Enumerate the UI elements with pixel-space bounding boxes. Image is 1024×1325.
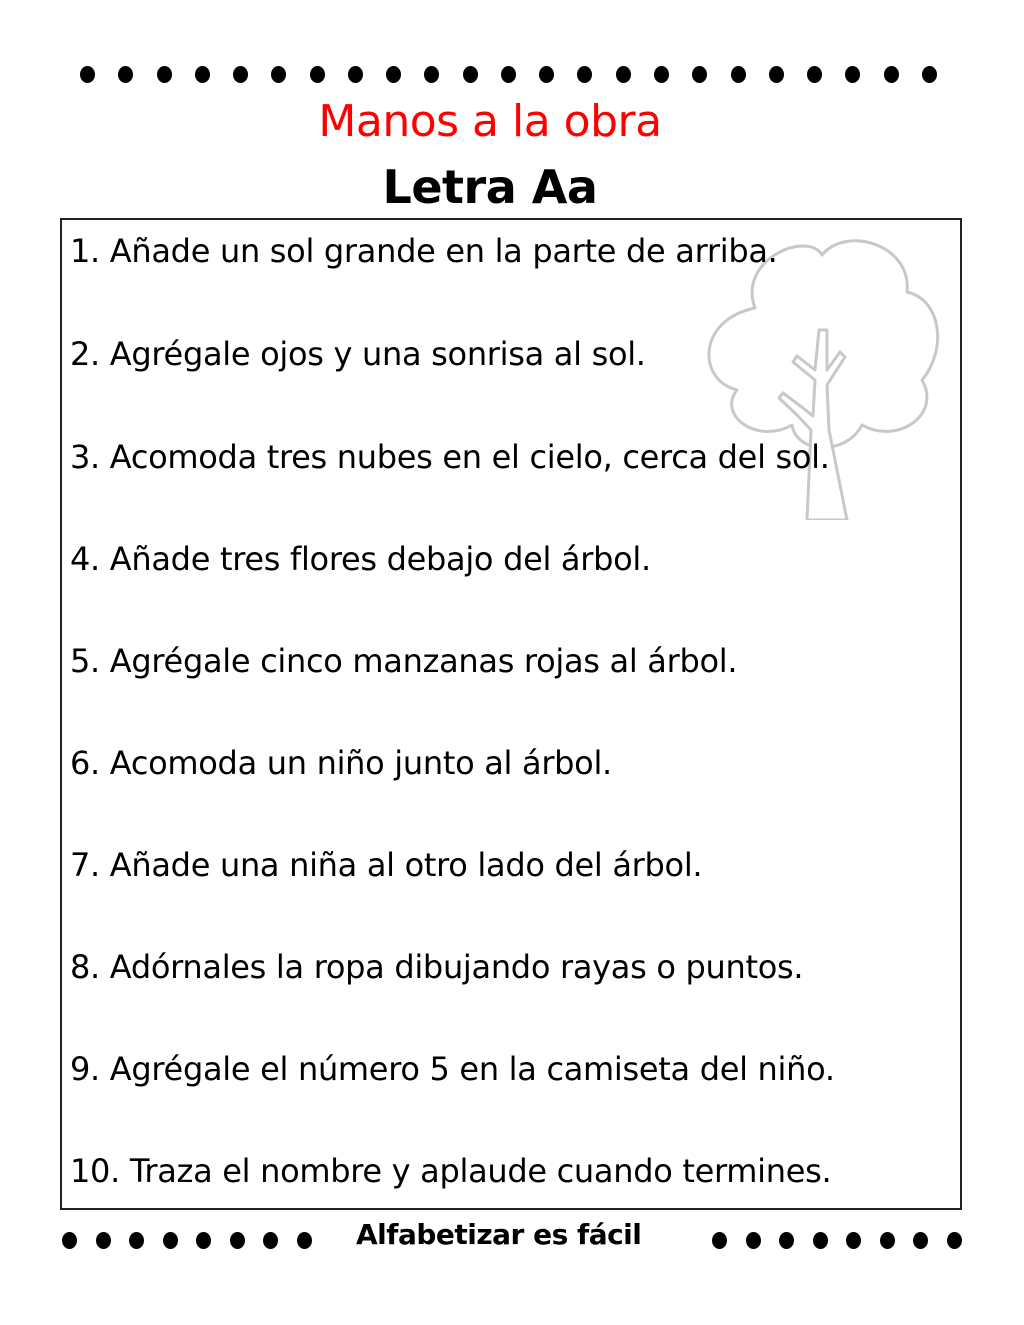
dot <box>880 1232 895 1249</box>
instruction-item: 8. Adórnales la ropa dibujando rayas o puntos. <box>70 948 804 986</box>
dot <box>845 66 860 83</box>
dot <box>129 1232 144 1249</box>
instruction-item: 2. Agrégale ojos y una sonrisa al sol. <box>70 335 646 373</box>
dot <box>263 1232 278 1249</box>
dot <box>271 66 286 83</box>
dot <box>501 66 516 83</box>
instruction-item: 4. Añade tres flores debajo del árbol. <box>70 540 651 578</box>
dot <box>922 66 937 83</box>
dot <box>196 1232 211 1249</box>
dot <box>947 1232 962 1249</box>
dot <box>846 1232 861 1249</box>
dot <box>157 66 172 83</box>
instruction-item: 9. Agrégale el número 5 en la camiseta del niño. <box>70 1050 835 1088</box>
instruction-item: 5. Agrégale cinco manzanas rojas al árbol. <box>70 642 738 680</box>
dot <box>712 1232 727 1249</box>
footer-dots-left <box>62 1232 312 1249</box>
dot <box>746 1232 761 1249</box>
dot <box>692 66 707 83</box>
dot <box>386 66 401 83</box>
dot <box>233 66 248 83</box>
dot <box>348 66 363 83</box>
dot <box>310 66 325 83</box>
instruction-item: 7. Añade una niña al otro lado del árbol. <box>70 846 703 884</box>
instruction-item: 3. Acomoda tres nubes en el cielo, cerca del sol. <box>70 438 830 476</box>
page-subtitle: Letra Aa <box>382 160 598 214</box>
dot <box>80 66 95 83</box>
dot <box>539 66 554 83</box>
instruction-item: 1. Añade un sol grande en la parte de arriba. <box>70 232 778 270</box>
dot <box>813 1232 828 1249</box>
dot <box>297 1232 312 1249</box>
dot <box>616 66 631 83</box>
dot <box>163 1232 178 1249</box>
dot <box>62 1232 77 1249</box>
dot <box>424 66 439 83</box>
footer-dots-right <box>712 1232 962 1249</box>
instruction-item: 6. Acomoda un niño junto al árbol. <box>70 744 612 782</box>
page-title: Manos a la obra <box>318 96 662 147</box>
dot <box>884 66 899 83</box>
dot <box>463 66 478 83</box>
dot <box>779 1232 794 1249</box>
instruction-item: 10. Traza el nombre y aplaude cuando termines. <box>70 1152 832 1190</box>
dot <box>731 66 746 83</box>
dot <box>769 66 784 83</box>
dot <box>96 1232 111 1249</box>
top-dot-border <box>80 66 937 83</box>
dot <box>118 66 133 83</box>
dot <box>230 1232 245 1249</box>
tree-outline-icon <box>697 230 942 520</box>
dot <box>913 1232 928 1249</box>
dot <box>807 66 822 83</box>
dot <box>654 66 669 83</box>
dot <box>577 66 592 83</box>
instructions-box <box>60 218 962 1210</box>
dot <box>195 66 210 83</box>
footer-brand: Alfabetizar es fácil <box>356 1218 642 1251</box>
